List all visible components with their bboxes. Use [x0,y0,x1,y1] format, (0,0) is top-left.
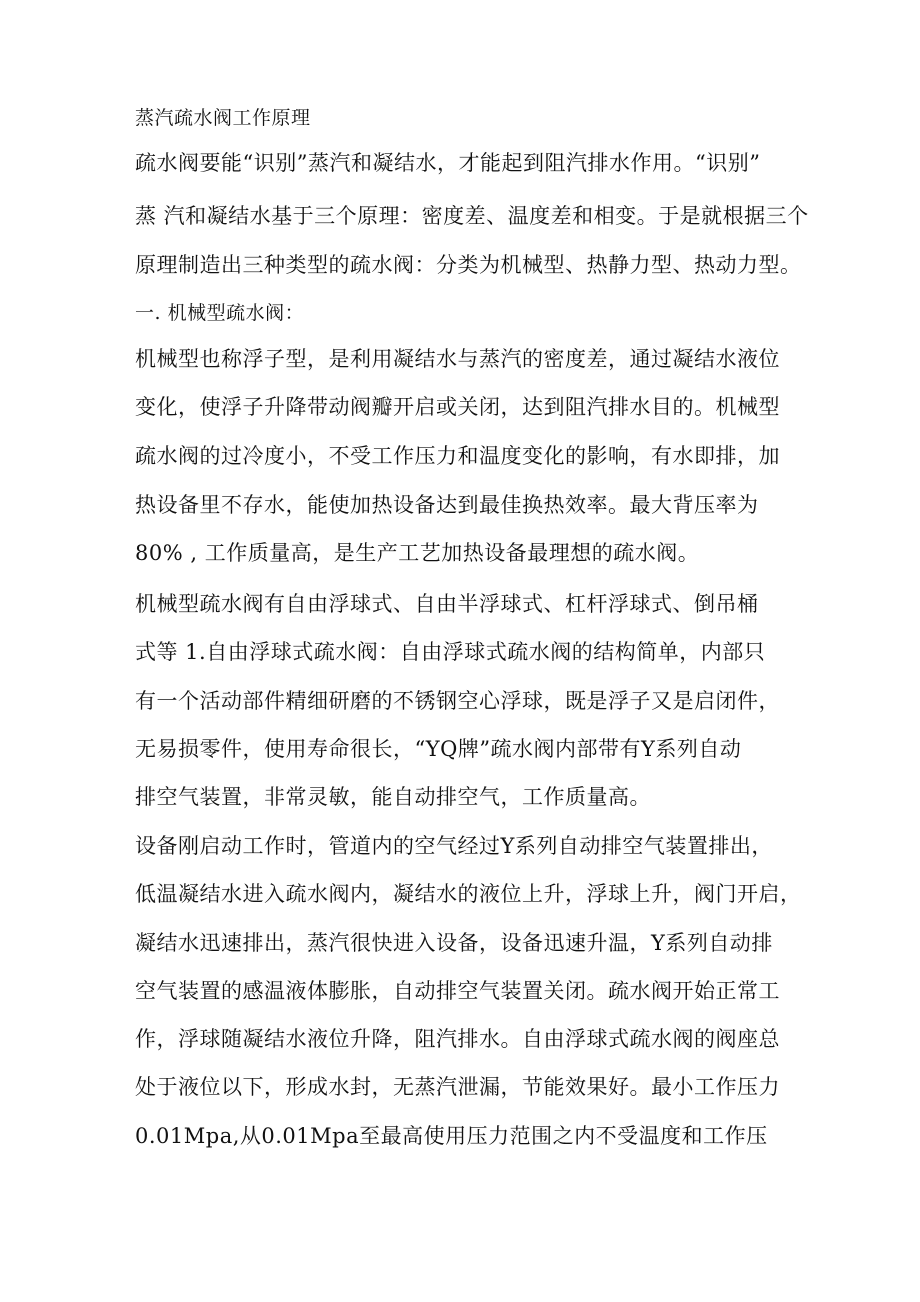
paragraph-line: 机械型疏水阀有自由浮球式、自由半浮球式、杠杆浮球式、倒吊桶 [135,592,759,616]
paragraph-line: 变化，使浮子升降带动阀瓣开启或关闭，达到阻汽排水目的。机械型 [135,395,780,419]
paragraph-line: 0.01Mpa,从0.01Mpa至最高使用压力范围之内不受温度和工作压 [135,1124,768,1148]
paragraph-line: 凝结水迅速排出，蒸汽很快进入设备，设备迅速升温，Y系列自动排 [135,931,773,955]
paragraph-line: 机械型也称浮子型，是利用凝结水与蒸汽的密度差，通过凝结水液位 [135,347,780,371]
paragraph-line: 疏水阀的过冷度小，不受工作压力和温度变化的影响，有水即排，加 [135,444,780,468]
section-heading: 一. 机械型疏水阀： [135,302,305,324]
paragraph-line: 原理制造出三种类型的疏水阀：分类为机械型、热静力型、热动力型。 [135,253,802,277]
paragraph-line: 低温凝结水进入疏水阀内，凝结水的液位上升，浮球上升，阀门开启， [135,882,802,906]
paragraph-line: 排空气装置，非常灵敏，能自动排空气，工作质量高。 [135,785,651,809]
paragraph-line: 无易损零件，使用寿命很长，“YQ牌”疏水阀内部带有Y系列自动 [135,737,742,761]
paragraph-line: 处于液位以下，形成水封，无蒸汽泄漏，节能效果好。最小工作压力 [135,1075,780,1099]
paragraph-line: 设备刚启动工作时，管道内的空气经过Y系列自动排空气装置排出， [135,834,773,858]
paragraph-line: 疏水阀要能“识别”蒸汽和凝结水，才能起到阻汽排水作用。“识别” [135,151,761,175]
paragraph-line: 作，浮球随凝结水液位升降，阻汽排水。自由浮球式疏水阀的阀座总 [135,1027,780,1051]
paragraph-line: 蒸 汽和凝结水基于三个原理：密度差、温度差和相变。于是就根据三个 [135,204,809,228]
document-title: 蒸汽疏水阀工作原理 [135,107,311,129]
paragraph-line: 有一个活动部件精细研磨的不锈钢空心浮球，既是浮子又是启闭件， [135,689,780,713]
paragraph-line: 式等 1.自由浮球式疏水阀：自由浮球式疏水阀的结构简单，内部只 [135,640,766,664]
paragraph-line: 空气装置的感温液体膨胀，自动排空气装置关闭。疏水阀开始正常工 [135,979,780,1003]
paragraph-line: 热设备里不存水，能使加热设备达到最佳换热效率。最大背压率为 [135,493,759,517]
paragraph-line: 80% , 工作质量高，是生产工艺加热设备最理想的疏水阀。 [135,541,700,565]
